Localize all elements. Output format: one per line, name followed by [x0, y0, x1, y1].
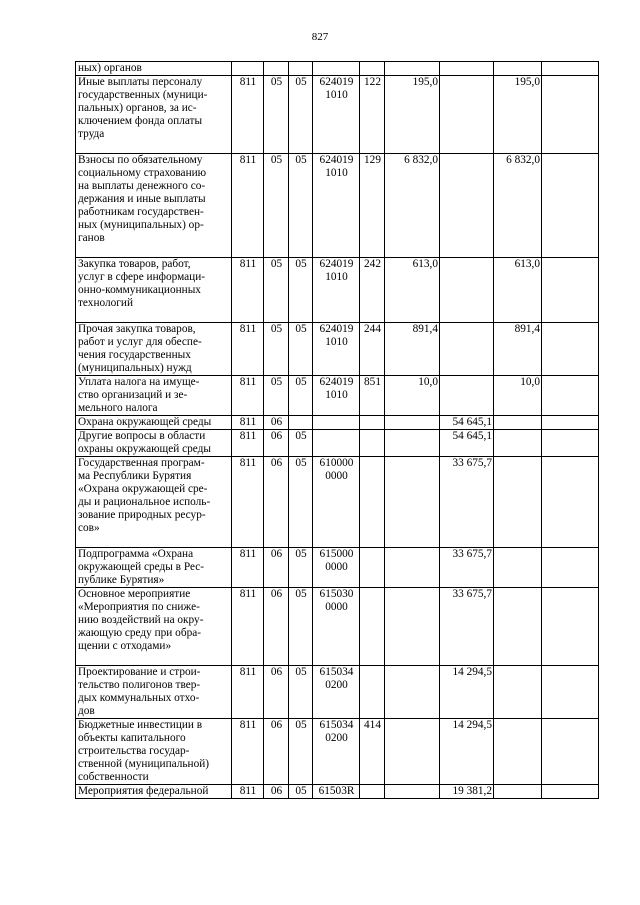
expense-type-code — [360, 457, 385, 548]
amount-col-3: 10,0 — [494, 376, 542, 416]
amount-col-2: 33 675,7 — [440, 588, 494, 666]
row-name: Закупка товаров, работ, услуг в сфере информаци- онно-коммуникационных технологий — [76, 258, 232, 323]
amount-col-2: 33 675,7 — [440, 457, 494, 548]
amount-col-4 — [542, 430, 599, 457]
target-article-code: 615034 0200 — [313, 666, 360, 719]
amount-col-4 — [542, 666, 599, 719]
amount-col-3 — [494, 719, 542, 785]
ministry-code: 811 — [232, 548, 264, 588]
subsection-code: 05 — [289, 457, 313, 548]
amount-col-2: 14 294,5 — [440, 719, 494, 785]
section-code: 06 — [264, 416, 289, 430]
target-article-code: 615034 0200 — [313, 719, 360, 785]
amount-col-4 — [542, 416, 599, 430]
expense-type-code: 129 — [360, 154, 385, 258]
table-row — [76, 62, 599, 76]
target-article-code: 615030 0000 — [313, 588, 360, 666]
amount-col-3 — [494, 548, 542, 588]
table-row — [76, 154, 599, 258]
row-name: Мероприятия федеральной — [76, 785, 232, 799]
amount-col-4 — [542, 588, 599, 666]
expense-type-code: 122 — [360, 76, 385, 154]
amount-col-2: 19 381,2 — [440, 785, 494, 799]
amount-col-3 — [494, 62, 542, 76]
section-code: 05 — [264, 323, 289, 376]
target-article-code — [313, 62, 360, 76]
amount-col-2: 54 645,1 — [440, 416, 494, 430]
section-code: 06 — [264, 548, 289, 588]
ministry-code: 811 — [232, 588, 264, 666]
amount-col-3 — [494, 457, 542, 548]
subsection-code: 05 — [289, 154, 313, 258]
section-code: 06 — [264, 457, 289, 548]
ministry-code: 811 — [232, 457, 264, 548]
ministry-code — [232, 62, 264, 76]
amount-col-1 — [385, 785, 440, 799]
subsection-code: 05 — [289, 430, 313, 457]
amount-col-1 — [385, 588, 440, 666]
amount-col-1: 613,0 — [385, 258, 440, 323]
target-article-code: 610000 0000 — [313, 457, 360, 548]
expense-type-code — [360, 666, 385, 719]
ministry-code: 811 — [232, 719, 264, 785]
expense-type-code — [360, 62, 385, 76]
target-article-code — [313, 430, 360, 457]
expense-type-code — [360, 588, 385, 666]
amount-col-1 — [385, 719, 440, 785]
subsection-code: 05 — [289, 719, 313, 785]
amount-col-3 — [494, 785, 542, 799]
amount-col-1 — [385, 548, 440, 588]
amount-col-3 — [494, 416, 542, 430]
ministry-code: 811 — [232, 76, 264, 154]
ministry-code: 811 — [232, 323, 264, 376]
target-article-code: 624019 1010 — [313, 258, 360, 323]
ministry-code: 811 — [232, 666, 264, 719]
target-article-code: 624019 1010 — [313, 154, 360, 258]
target-article-code: 624019 1010 — [313, 76, 360, 154]
target-article-code: 624019 1010 — [313, 323, 360, 376]
row-name: Охрана окружающей среды — [76, 416, 232, 430]
amount-col-4 — [542, 323, 599, 376]
amount-col-4 — [542, 76, 599, 154]
table-row — [76, 588, 599, 666]
amount-col-2 — [440, 154, 494, 258]
section-code: 06 — [264, 430, 289, 457]
subsection-code: 05 — [289, 76, 313, 154]
amount-col-4 — [542, 548, 599, 588]
section-code — [264, 62, 289, 76]
amount-col-4 — [542, 62, 599, 76]
section-code: 06 — [264, 785, 289, 799]
amount-col-3: 613,0 — [494, 258, 542, 323]
target-article-code — [313, 416, 360, 430]
section-code: 05 — [264, 154, 289, 258]
amount-col-4 — [542, 258, 599, 323]
expense-type-code: 242 — [360, 258, 385, 323]
amount-col-1: 891,4 — [385, 323, 440, 376]
section-code: 05 — [264, 258, 289, 323]
amount-col-3: 891,4 — [494, 323, 542, 376]
table-row — [76, 666, 599, 719]
row-name: Основное мероприятие «Мероприятия по сниже- нию воздействий на окру- жающую среду при обра- щении с отходами» — [76, 588, 232, 666]
section-code: 05 — [264, 76, 289, 154]
row-name: Государственная програм- ма Республики Бурятия «Охрана окружающей сре- ды и рациональное исполь- зование природных ресур- сов» — [76, 457, 232, 548]
amount-col-2: 54 645,1 — [440, 430, 494, 457]
page-number: 827 — [311, 31, 329, 43]
ministry-code: 811 — [232, 376, 264, 416]
amount-col-3: 6 832,0 — [494, 154, 542, 258]
amount-col-1 — [385, 666, 440, 719]
subsection-code: 05 — [289, 323, 313, 376]
expense-type-code: 244 — [360, 323, 385, 376]
table-row — [76, 785, 599, 799]
section-code: 06 — [264, 719, 289, 785]
amount-col-2 — [440, 62, 494, 76]
table-row — [76, 719, 599, 785]
amount-col-3 — [494, 430, 542, 457]
subsection-code: 05 — [289, 588, 313, 666]
section-code: 06 — [264, 666, 289, 719]
amount-col-2 — [440, 376, 494, 416]
expense-type-code — [360, 416, 385, 430]
subsection-code: 05 — [289, 666, 313, 719]
target-article-code: 624019 1010 — [313, 376, 360, 416]
table-row — [76, 376, 599, 416]
ministry-code: 811 — [232, 416, 264, 430]
amount-col-3 — [494, 666, 542, 719]
row-name: Бюджетные инвестиции в объекты капитального строительства государ- ственной (муниципальной) собственности — [76, 719, 232, 785]
row-name: ных) органов — [76, 62, 232, 76]
subsection-code — [289, 416, 313, 430]
amount-col-2: 14 294,5 — [440, 666, 494, 719]
amount-col-4 — [542, 785, 599, 799]
section-code: 05 — [264, 376, 289, 416]
amount-col-1: 6 832,0 — [385, 154, 440, 258]
target-article-code: 615000 0000 — [313, 548, 360, 588]
row-name: Иные выплаты персоналу государственных (муници- пальных) органов, за ис- ключением фонда оплаты труда — [76, 76, 232, 154]
amount-col-2 — [440, 76, 494, 154]
amount-col-1 — [385, 430, 440, 457]
ministry-code: 811 — [232, 258, 264, 323]
amount-col-4 — [542, 376, 599, 416]
table-row — [76, 258, 599, 323]
table-row — [76, 323, 599, 376]
row-name: Проектирование и строи- тельство полигонов твер- дых коммунальных отхо- дов — [76, 666, 232, 719]
expense-type-code — [360, 548, 385, 588]
section-code: 06 — [264, 588, 289, 666]
amount-col-2 — [440, 258, 494, 323]
amount-col-2: 33 675,7 — [440, 548, 494, 588]
ministry-code: 811 — [232, 430, 264, 457]
budget-table — [75, 61, 599, 799]
subsection-code: 05 — [289, 548, 313, 588]
subsection-code: 05 — [289, 258, 313, 323]
amount-col-1 — [385, 457, 440, 548]
table-row — [76, 430, 599, 457]
row-name: Прочая закупка товаров, работ и услуг для обеспе- чения государственных (муниципальных) нужд — [76, 323, 232, 376]
amount-col-3 — [494, 588, 542, 666]
table-row — [76, 76, 599, 154]
amount-col-4 — [542, 154, 599, 258]
row-name: Уплата налога на имуще- ство организаций и зе- мельного налога — [76, 376, 232, 416]
amount-col-1: 195,0 — [385, 76, 440, 154]
amount-col-1: 10,0 — [385, 376, 440, 416]
row-name: Другие вопросы в области охраны окружающей среды — [76, 430, 232, 457]
amount-col-1 — [385, 416, 440, 430]
subsection-code: 05 — [289, 376, 313, 416]
table-row — [76, 548, 599, 588]
amount-col-4 — [542, 719, 599, 785]
row-name: Подпрограмма «Охрана окружающей среды в Рес- публике Бурятия» — [76, 548, 232, 588]
amount-col-2 — [440, 323, 494, 376]
expense-type-code: 851 — [360, 376, 385, 416]
amount-col-3: 195,0 — [494, 76, 542, 154]
row-name: Взносы по обязательному социальному страхованию на выплаты денежного со- держания и иные выплаты работникам государствен- ных (муниципальных) ор- ганов — [76, 154, 232, 258]
subsection-code — [289, 62, 313, 76]
amount-col-1 — [385, 62, 440, 76]
ministry-code: 811 — [232, 154, 264, 258]
ministry-code: 811 — [232, 785, 264, 799]
target-article-code: 61503R — [313, 785, 360, 799]
subsection-code: 05 — [289, 785, 313, 799]
expense-type-code: 414 — [360, 719, 385, 785]
table-row — [76, 416, 599, 430]
table-row — [76, 457, 599, 548]
expense-type-code — [360, 430, 385, 457]
expense-type-code — [360, 785, 385, 799]
amount-col-4 — [542, 457, 599, 548]
